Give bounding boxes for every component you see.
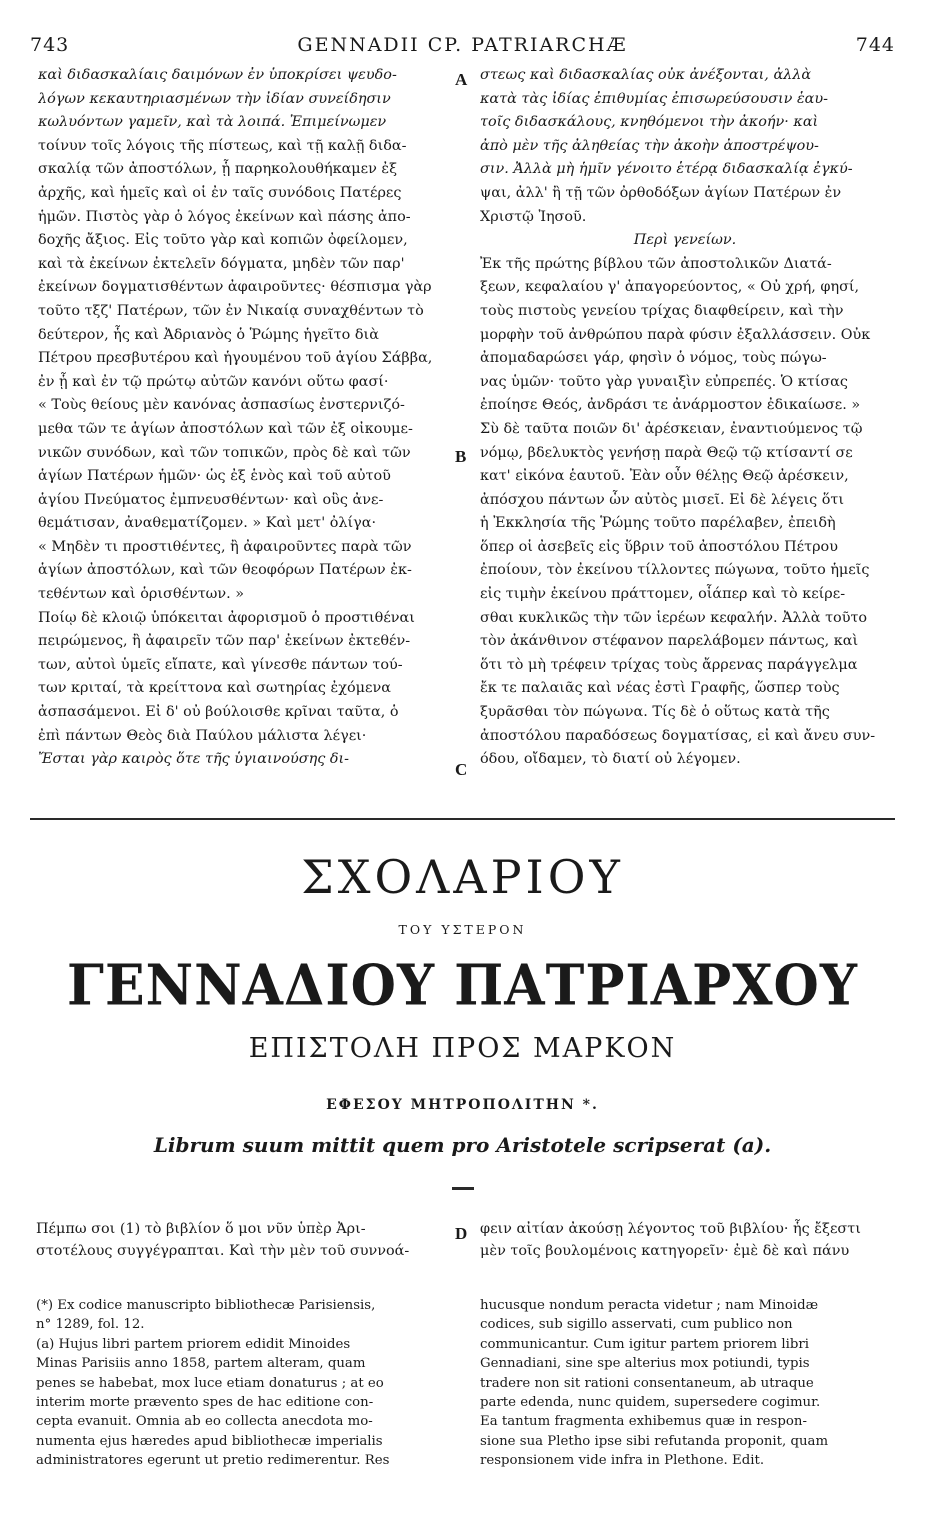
text-line: ἁγίου Πνεύματος ἐμπνευσθέντων· καὶ οὓς ἀνε-: [38, 491, 384, 508]
text-line: ἐν ᾗ καὶ ἐν τῷ πρώτῳ αὐτῶν κανόνι οὕτω φασί·: [38, 373, 389, 390]
footnote-line: administratores egerunt ut pretio redimerentur. Res: [36, 1453, 390, 1469]
short-divider: [452, 1187, 474, 1190]
text-line: πειρώμενος, ἢ ἀφαιρεῖν τῶν παρ' ἐκείνων ἐκτεθέν-: [38, 633, 411, 650]
text-line: τεθέντων καὶ ὁρισθέντων. »: [38, 586, 245, 603]
text-line: Πέμπω σοι (1) τὸ βιβλίον ὅ μοι νῦν ὑπὲρ Ἀρι-: [36, 1221, 366, 1237]
text-line: Σὺ δὲ ταῦτα ποιῶν δι' ἀρέσκειαν, ἐναντιούμενος τῷ: [480, 420, 863, 437]
text-line: ἐκείνων δογματισθέντων ἀφαιροῦντες· θέσπισμα γὰρ: [38, 279, 432, 296]
text-line: ἁγίων ἀποστόλων, καὶ τῶν θεοφόρων Πατέρων ἐκ-: [38, 562, 412, 579]
latin-subtitle: Librum suum mittit quem pro Aristotele scripserat (a).: [153, 1133, 772, 1157]
text-line: ἀσπασάμενοι. Εἰ δ' οὐ βούλοισθε κρῖναι ταῦτα, ὁ: [38, 704, 399, 721]
footnote-line: parte edenda, nunc quidem, supersedere cogimur.: [480, 1395, 821, 1411]
footnote-line: codices, sub sigillo asservati, cum publico non: [480, 1317, 793, 1333]
footnote-line: Ea tantum fragmenta exhibemus quæ in respon-: [480, 1414, 807, 1430]
text-line: τοῖς διδασκάλους, κνηθόμενοι τὴν ἀκοήν· καὶ: [480, 114, 819, 131]
text-line: δεύτερον, ἧς καὶ Ἀδριανὸς ὁ Ῥώμης ἡγεῖτο διὰ: [38, 326, 379, 343]
text-line: των κριταί, τὰ κρείττονα καὶ σωτηρίας ἐχόμενα: [38, 680, 391, 697]
footnote-line: (a) Hujus libri partem priorem edidit Minoides: [36, 1336, 351, 1352]
footnote-line: sione sua Plethо ipse sibi refutanda proponit, quam: [480, 1433, 829, 1449]
text-line: ἀπὸ μὲν τῆς ἀληθείας τὴν ἀκοὴν ἀποστρέψου-: [480, 137, 819, 154]
margin-marker-c: C: [455, 760, 468, 779]
text-line: μορφὴν τοῦ ἀνθρώπου παρὰ φύσιν ἐξαλλάσσειν. Οὐκ: [480, 326, 871, 343]
text-line: ὅτι τὸ μὴ τρέφειν τρίχας τοὺς ἄρρενας παράγγελμα: [480, 656, 858, 673]
text-line: δοχῆς ἄξιος. Εἰς τοῦτο γὰρ καὶ κοπιῶν ὀφείλομεν,: [38, 232, 408, 249]
text-line: φειν αἰτίαν ἀκούσῃ λέγοντος τοῦ βιβλίου· ἧς ἔξεστι: [480, 1221, 861, 1237]
text-line: ψαι, ἀλλ' ἢ τῇ τῶν ὀρθοδόξων ἁγίων Πατέρων ἐν: [480, 184, 842, 201]
text-line: Ποίῳ δὲ κλοιῷ ὑπόκειται ἀφορισμοῦ ὁ προστιθέναι: [38, 609, 415, 626]
text-line: τὸν ἀκάνθινον στέφανον παρελάβομεν πάντως, καὶ: [480, 633, 859, 650]
text-line: καὶ τὰ ἐκείνων ἐκτελεῖν δόγματα, μηδὲν τῶν παρ': [38, 255, 405, 272]
footnote-line: Minas Parisiis anno 1858, partem alteram, quam: [36, 1356, 366, 1372]
text-line: σιν. Ἀλλὰ μὴ ἡμῖν γένοιτο ἑτέρᾳ διδασκαλίᾳ ἐγκύ-: [480, 161, 853, 178]
text-line: τοίνυν τοῖς λόγοις τῆς πίστεως, καὶ τῇ καλῇ διδα-: [38, 137, 407, 154]
text-line: ξεων, κεφαλαίου γ' ἀπαγορεύοντος, « Οὐ χρή, φησί,: [480, 279, 860, 296]
footnote-line: responsionem vide infra in Plethone. Edit.: [480, 1453, 765, 1469]
title-line-3: ΓΕΝΝΑΔΙΟΥ ΠΑΤΡΙΑΡΧΟΥ: [67, 952, 858, 1019]
text-line: ἔκ τε παλαιᾶς καὶ νέας ἐστὶ Γραφῆς, ὥσπερ τοὺς: [480, 680, 840, 697]
text-line: νόμῳ, βδελυκτὸς γενήσῃ παρὰ Θεῷ τῷ κτίσαντί σε: [480, 444, 853, 461]
letter-right-column: [480, 1218, 890, 1262]
footnote-line: interim morte prævento spes de hac editione con-: [36, 1395, 374, 1411]
text-line: Περὶ γενείων.: [633, 232, 737, 249]
text-line: Ἐκ τῆς πρώτης βίβλου τῶν ἀποστολικῶν Διατά-: [480, 255, 832, 272]
running-title: GENNADII CP. PATRIARCHÆ: [297, 34, 628, 56]
page-number-right: 744: [855, 34, 895, 56]
text-line: ἡ Ἐκκλησία τῆς Ῥώμης τοῦτο παρέλαβεν, ἐπειδὴ: [480, 515, 836, 532]
footnote-line: penes se habebat, mox luce etiam donaturus ; at eo: [36, 1375, 384, 1391]
text-line: ἐποίουν, τὸν ἐκείνου τίλλοντες πώγωνα, τοῦτο ἡμεῖς: [480, 562, 870, 579]
footnote-line: cepta evanuit. Omnia ab eo collecta anecdota mo-: [36, 1414, 373, 1430]
text-line: όδου, οἴδαμεν, τὸ διατί οὐ λέγομεν.: [480, 751, 741, 768]
section-divider: [30, 818, 895, 820]
left-column: [38, 64, 456, 772]
text-line: τοὺς πιστοὺς γενείου τρίχας διαφθείρειν, καὶ τὴν: [480, 302, 844, 319]
text-line: θεμάτισαν, ἀναθεματίζομεν. » Καὶ μετ' ὀλίγα·: [38, 515, 377, 532]
letter-left-column: [36, 1218, 456, 1262]
text-line: ἁγίων Πατέρων ἡμῶν· ὡς ἐξ ἑνὸς καὶ τοῦ αὐτοῦ: [38, 468, 391, 485]
text-line: των, αὐτοὶ ὑμεῖς εἴπατε, καὶ γίνεσθε πάντων τού-: [38, 656, 403, 673]
footnotes-right: [480, 1296, 890, 1471]
text-line: νικῶν συνόδων, καὶ τῶν τοπικῶν, πρὸς δὲ καὶ τῶν: [38, 444, 411, 461]
text-line: εἰς τιμὴν ἐκείνου πράττομεν, οἷάπερ καὶ τὸ κείρε-: [480, 586, 846, 603]
footnote-line: n° 1289, fol. 12.: [36, 1317, 145, 1333]
text-line: ἐποίησε Θεός, ἀνδράσι τε ἀνάρμοστον ἐδικαίωσε. »: [480, 397, 861, 414]
footnote-line: numenta ejus hæredes apud bibliothecæ imperialis: [36, 1433, 383, 1449]
text-line: ἀρχῆς, καὶ ἡμεῖς καὶ οἱ ἐν ταῖς συνόδοις Πατέρες: [38, 184, 402, 201]
footnotes-left: [36, 1296, 456, 1471]
footnote-line: (*) Ex codice manuscripto bibliothecæ Parisiensis,: [36, 1298, 376, 1313]
text-line: στεως καὶ διδασκαλίας οὐκ ἀνέξονται, ἀλλὰ: [480, 67, 812, 83]
text-line: σκαλίᾳ τῶν ἀποστόλων, ᾗ παρηκολουθήκαμεν ἐξ: [38, 161, 398, 178]
text-line: ξυρᾶσθαι τὸν πώγωνα. Τίς δὲ ὁ οὕτως κατὰ τῆς: [480, 704, 830, 721]
margin-marker-a: A: [455, 70, 468, 89]
footnote-line: Gennadiani, sine spe alterius mox potiundi, typis: [480, 1356, 810, 1372]
text-line: λόγων κεκαυτηριασμένων τὴν ἰδίαν συνείδησιν: [38, 90, 391, 107]
footnote-line: tradere non sit rationi consentaneum, ab utraque: [480, 1375, 814, 1391]
title-line-5: ΕΦΕΣΟΥ ΜΗΤΡΟΠΟΛΙΤΗΝ *.: [326, 1097, 599, 1113]
text-line: ἀπομαδαρώσει γάρ, φησὶν ὁ νόμος, τοὺς πώγω-: [480, 350, 827, 367]
title-line-2: ΤΟΥ ΥΣΤΕΡΟΝ: [398, 922, 527, 937]
text-line: ὅπερ οἱ ἀσεβεῖς εἰς ὕβριν τοῦ ἀποστόλου Πέτρου: [480, 538, 838, 555]
text-line: κατὰ τὰς ἰδίας ἐπιθυμίας ἐπισωρεύσουσιν ἑαυ-: [480, 90, 828, 107]
page-number-left: 743: [30, 34, 70, 56]
text-line: Πέτρου πρεσβυτέρου καὶ ἡγουμένου τοῦ ἁγίου Σάββα,: [38, 350, 433, 367]
page-header: [30, 34, 895, 60]
margin-marker-d: D: [455, 1224, 468, 1243]
text-line: κατ' εἰκόνα ἑαυτοῦ. Ἐὰν οὖν θέλῃς Θεῷ ἀρέσκειν,: [480, 468, 849, 485]
text-line: τοῦτο τξζ' Πατέρων, τῶν ἐν Νικαίᾳ συναχθέντων τὸ: [38, 302, 424, 319]
text-line: ἡμῶν. Πιστὸς γὰρ ὁ λόγος ἐκείνων καὶ πάσης ἀπο-: [38, 208, 411, 225]
footnote-line: hucusque nondum peracta videtur ; nam Minoidæ: [480, 1298, 819, 1313]
margin-marker-b: B: [455, 447, 467, 466]
text-line: ἀπόσχου πάντων ὧν αὐτὸς μισεῖ. Εἰ δὲ λέγεις ὅτι: [480, 491, 845, 508]
text-line: μὲν τοῖς βουλομένοις κατηγορεῖν· ἐμὲ δὲ καὶ πάνυ: [480, 1243, 850, 1259]
text-line: ἐπὶ πάντων Θεὸς διὰ Παύλου μάλιστα λέγει·: [38, 727, 367, 744]
text-line: στοτέλους συγγέγραπται. Καὶ τὴν μὲν τοῦ συννοά-: [36, 1243, 410, 1259]
text-line: « Τοὺς θείους μὲν κανόνας ἀσπασίως ἐνστερνιζό-: [38, 397, 405, 414]
text-line: κωλυόντων γαμεῖν, καὶ τὰ λοιπά. Ἐπιμείνωμεν: [38, 114, 387, 131]
text-line: νας ὑμῶν· τοῦτο γὰρ γυναιξὶν εὐπρεπές. Ὁ κτίσας: [480, 373, 848, 390]
text-line: ἀποστόλου παραδόσεως δογματίσας, εἰ καὶ ἄνευ συν-: [480, 727, 876, 744]
title-line-1: ΣΧΟΛΑΡΙΟΥ: [301, 850, 624, 904]
text-line: σθαι κυκλικῶς τὴν τῶν ἱερέων κεφαλήν. Ἀλλὰ τοῦτο: [480, 609, 868, 626]
text-line: Χριστῷ Ἰησοῦ.: [480, 208, 587, 225]
text-line: « Μηδὲν τι προστιθέντες, ἢ ἀφαιροῦντες παρὰ τῶν: [38, 538, 412, 555]
right-column: [480, 64, 890, 772]
footnote-line: communicantur. Cum igitur partem priorem libri: [480, 1336, 809, 1352]
text-line: καὶ διδασκαλίαις δαιμόνων ἐν ὑποκρίσει ψευδο-: [38, 67, 397, 83]
title-line-4: ΕΠΙΣΤΟΛΗ ΠΡΟΣ ΜΑΡΚΟΝ: [248, 1033, 677, 1064]
text-line: μεθα τῶν τε ἁγίων ἀποστόλων καὶ τῶν ἐξ οἰκουμε-: [38, 420, 413, 437]
text-line: Ἔσται γὰρ καιρὸς ὅτε τῆς ὑγιαινούσης δι-: [38, 751, 350, 768]
